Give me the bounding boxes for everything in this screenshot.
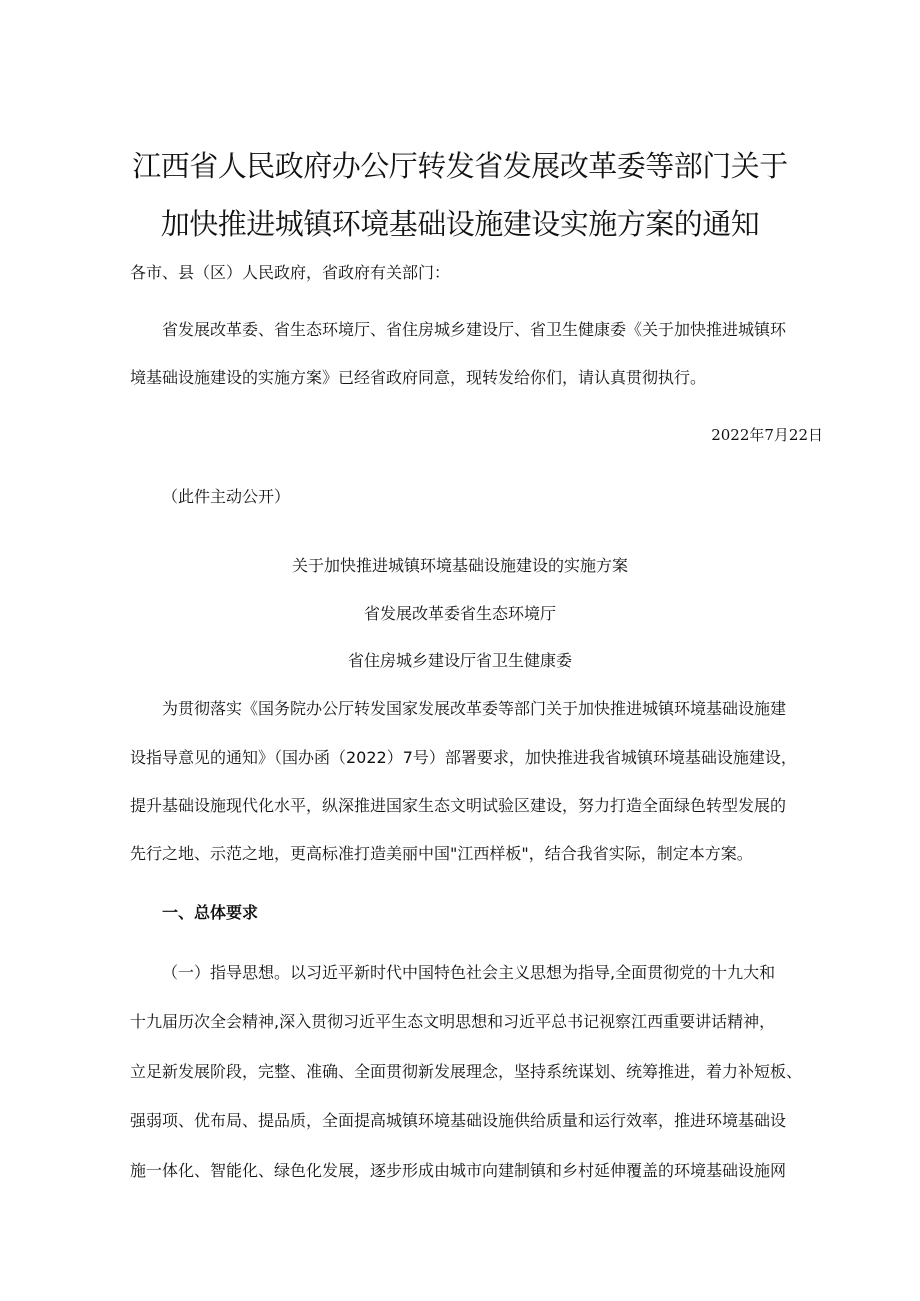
plan-title: 关于加快推进城镇环境基础设施建设的实施方案 [291,556,628,575]
guiding-paragraph-line: （一）指导思想。以习近平新时代中国特色社会主义思想为指导,全面贯彻党的十九大和 [162,963,776,982]
guiding-paragraph-line: 强弱项、优布局、提品质，全面提高城镇环境基础设施供给质量和运行效率，推进环境基础设 [130,1111,787,1130]
disclosure-note: （此件主动公开） [162,487,291,506]
plan-authors-line-2: 省住房城乡建设厅省卫生健康委 [347,651,572,670]
document-title-line-1: 江西省人民政府办公厅转发省发展改革委等部门关于 [132,149,788,183]
section-heading: 一、总体要求 [162,903,259,922]
intro-paragraph-line: 设指导意见的通知》（国办函（2022）7号）部署要求，加快推进我省城镇环境基础设施建设， [130,748,797,767]
document-title-line-2: 加快推进城镇环境基础设施建设实施方案的通知 [160,207,760,241]
plan-authors-line-1: 省发展改革委省生态环境厅 [363,604,556,623]
notice-body-line: 省发展改革委、省生态环境厅、省住房城乡建设厅、省卫生健康委《关于加快推进城镇环 [162,320,787,339]
notice-body-line: 境基础设施建设的实施方案》已经省政府同意，现转发给你们，请认真贯彻执行。 [130,368,707,387]
intro-paragraph-line: 为贯彻落实《国务院办公厅转发国家发展改革委等部门关于加快推进城镇环境基础设施建 [162,699,787,718]
guiding-paragraph-line: 施一体化、智能化、绿色化发展，逐步形成由城市向建制镇和乡村延伸覆盖的环境基础设施网 [130,1161,787,1180]
salutation: 各市、县（区）人民政府，省政府有关部门： [130,263,451,282]
guiding-paragraph-line: 十九届历次全会精神,深入贯彻习近平生态文明思想和习近平总书记视察江西重要讲话精神， [130,1012,776,1031]
intro-paragraph-line: 提升基础设施现代化水平，纵深推进国家生态文明试验区建设，努力打造全面绿色转型发展的 [130,796,787,815]
guiding-paragraph-line: 立足新发展阶段，完整、准确、全面贯彻新发展理念，坚持系统谋划、统筹推进，着力补短板、 [130,1062,803,1081]
document-date: 2022年7月22日 [711,426,823,444]
intro-paragraph-line: 先行之地、示范之地，更高标准打造美丽中国"江西样板"，结合我省实际，制定本方案。 [130,844,753,863]
